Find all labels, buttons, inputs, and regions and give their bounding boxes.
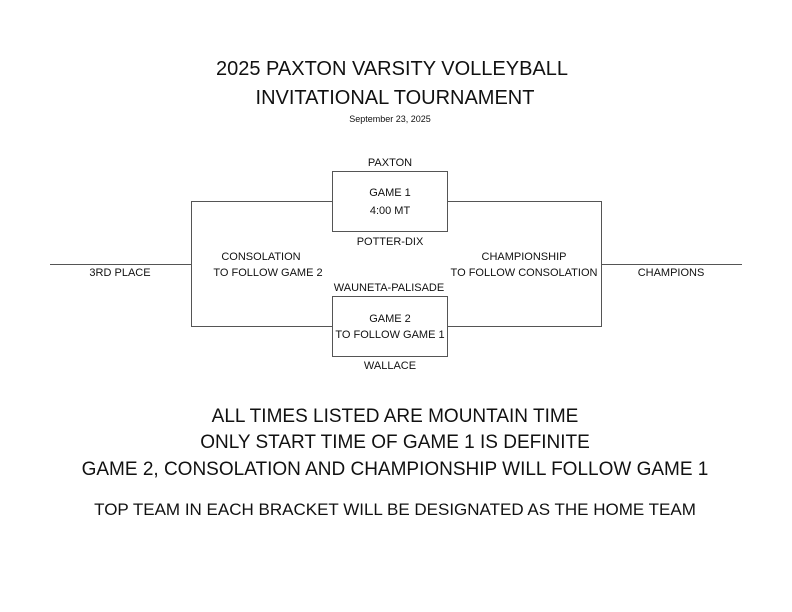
consolation-time: TO FOLLOW GAME 2: [213, 267, 323, 279]
consolation-label: CONSOLATION: [221, 251, 301, 263]
title-line-2: INVITATIONAL TOURNAMENT: [255, 87, 535, 109]
game1-label: GAME 1: [369, 187, 411, 199]
championship-label: CHAMPIONSHIP: [481, 251, 567, 263]
game2-time: TO FOLLOW GAME 1: [335, 329, 445, 341]
note-home-team: TOP TEAM IN EACH BRACKET WILL BE DESIGNATED AS THE HOME TEAM: [94, 500, 696, 519]
third-place-label: 3RD PLACE: [89, 267, 151, 279]
game2-top-team: WAUNETA-PALISADE: [333, 282, 445, 294]
tournament-date: September 23, 2025: [349, 114, 431, 124]
game1-bottom-team: POTTER-DIX: [356, 236, 424, 248]
consolation-bracket: [192, 202, 333, 327]
championship-bracket: [448, 202, 602, 327]
note-follow-order: GAME 2, CONSOLATION AND CHAMPIONSHIP WILL FOLLOW GAME 1: [81, 459, 709, 480]
game2-label: GAME 2: [369, 313, 411, 325]
game2-bottom-team: WALLACE: [363, 360, 417, 372]
game1-top-team: PAXTON: [367, 157, 413, 169]
champions-label: CHAMPIONS: [637, 267, 705, 279]
title-line-1: 2025 PAXTON VARSITY VOLLEYBALL: [215, 58, 569, 80]
note-start-time: ONLY START TIME OF GAME 1 IS DEFINITE: [200, 432, 590, 453]
championship-time: TO FOLLOW CONSOLATION: [450, 267, 598, 279]
game1-time: 4:00 MT: [369, 205, 411, 217]
note-mountain-time: ALL TIMES LISTED ARE MOUNTAIN TIME: [211, 406, 579, 427]
